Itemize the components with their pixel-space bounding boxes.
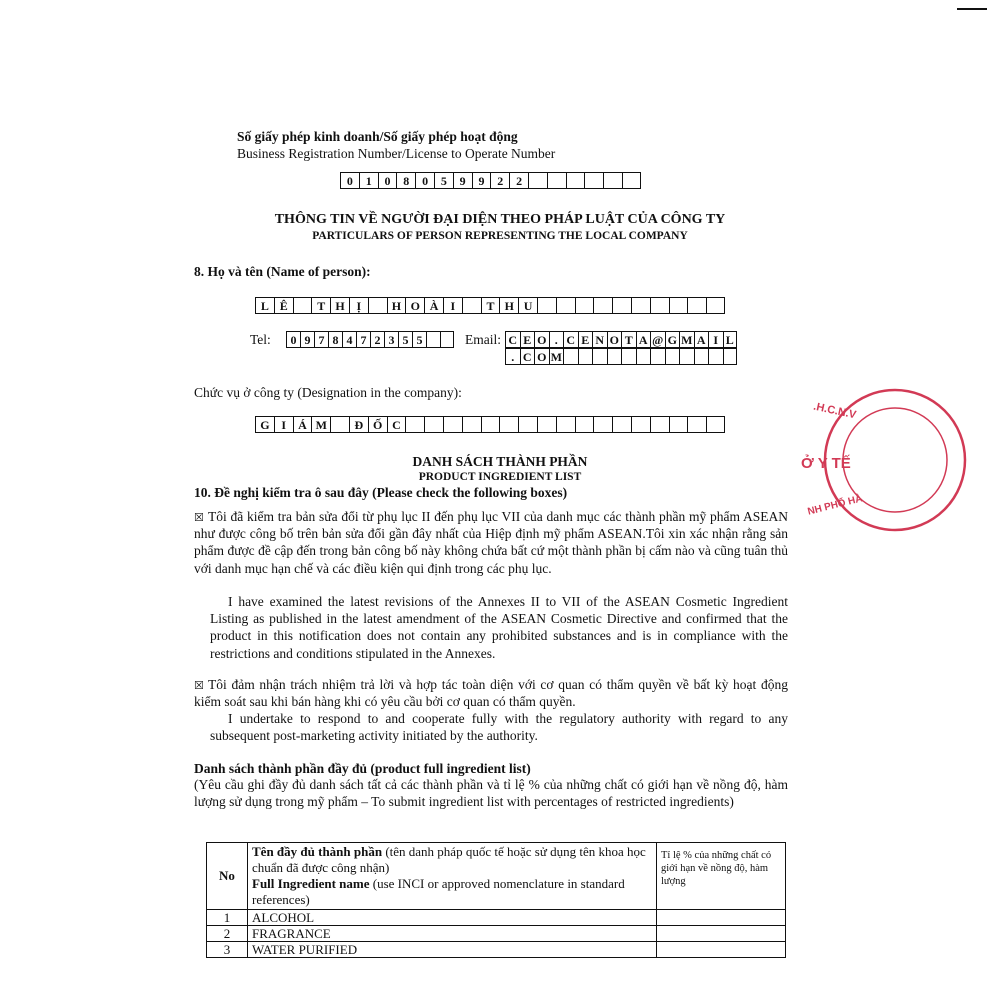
char-cell: À (424, 297, 443, 314)
email-boxes-row1 (505, 331, 737, 348)
declaration-1-en: I have examined the latest revisions of the Annexes II to VII of the ASEAN Cosmetic Ingredient Listing as published in the latest amendment of the ASEAN Cosmetic Directive and confirmed that the product in this notification does not contain any prohibited substances and is in compliance with the restrictions and conditions stipulated in the Annexes. (210, 594, 788, 661)
char-cell: L (723, 331, 738, 348)
char-cell (603, 172, 622, 189)
char-cell (631, 297, 650, 314)
char-cell: O (534, 331, 549, 348)
char-cell: I (708, 331, 723, 348)
char-cell: U (518, 297, 537, 314)
char-cell: O (405, 297, 424, 314)
char-cell: E (520, 331, 535, 348)
col-name-en-rest: (use INCI or approved nomenclature in standard references) (252, 876, 625, 907)
char-cell: . (549, 331, 564, 348)
row-name: ALCOHOL (248, 910, 657, 926)
char-cell (547, 172, 566, 189)
char-cell (368, 297, 387, 314)
char-cell: 9 (453, 172, 472, 189)
declaration-2-en: I undertake to respond to and cooperate fully with the regulatory authority with regard to any subsequent post-marketing activity initiated by the authority. (210, 711, 788, 744)
char-cell (607, 348, 622, 365)
char-cell: @ (650, 331, 665, 348)
char-cell (440, 331, 454, 348)
char-cell: 2 (490, 172, 509, 189)
char-cell (650, 416, 669, 433)
col-no-header: No (207, 843, 248, 910)
char-cell: H (387, 297, 406, 314)
char-cell (679, 348, 694, 365)
char-cell: 0 (340, 172, 359, 189)
row-pct (657, 926, 786, 942)
char-cell: Á (293, 416, 312, 433)
char-cell (593, 297, 612, 314)
stamp-line-2: Ở Y TẾ (801, 455, 851, 472)
char-cell (650, 297, 669, 314)
designation-label: Chức vụ ở công ty (Designation in the company): (194, 385, 462, 400)
char-cell (481, 416, 500, 433)
char-cell (612, 416, 631, 433)
row-name: FRAGRANCE (248, 926, 657, 942)
declaration-1-vi: Tôi đã kiểm tra bản sửa đổi từ phụ lục II đến phụ lục VII của danh mục các thành phần mỹ phẩm ASEAN như được công bố trên bản sửa đổi gần đây nhất của Hiệp định mỹ phẩm ASEAN.Tôi xin xác nhận rằng sản phẩm được đề cập đến trong bản công bố này không chứa bất cứ một thành phần bị cấm nào và cũng tuân thủ với danh mục hạn chế và các điều kiện qui định trong các phụ lục. (194, 509, 788, 576)
char-cell: I (443, 297, 462, 314)
char-cell: C (387, 416, 406, 433)
tel-label: Tel: (250, 332, 271, 347)
char-cell: 9 (300, 331, 314, 348)
char-cell: N (592, 331, 607, 348)
char-cell (687, 297, 706, 314)
char-cell: M (549, 348, 564, 365)
char-cell: 0 (286, 331, 300, 348)
char-cell: C (520, 348, 535, 365)
char-cell (665, 348, 680, 365)
char-cell (631, 416, 650, 433)
char-cell (405, 416, 424, 433)
char-cell: M (679, 331, 694, 348)
check-heading: 10. Đề nghị kiểm tra ô sau đây (Please check the following boxes) (194, 485, 568, 500)
char-cell: Ị (349, 297, 368, 314)
row-no: 1 (207, 910, 248, 926)
char-cell (584, 172, 603, 189)
page-corner-mark (957, 0, 987, 10)
char-cell (462, 416, 481, 433)
ingredient-title-vi: DANH SÁCH THÀNH PHẦN (412, 454, 588, 469)
char-cell (575, 297, 594, 314)
col-pct-header: Tỉ lệ % của những chất có giới hạn về nồng độ, hàm lượng (657, 843, 786, 910)
table-row (207, 910, 786, 926)
col-name-vi-rest: (tên danh pháp quốc tế hoặc sử dụng tên khoa học chuẩn đã được công nhận) (252, 844, 646, 875)
full-list-heading: Danh sách thành phần đầy đủ (product full ingredient list) (194, 761, 531, 776)
business-reg-label-vi: Số giấy phép kinh doanh/Số giấy phép hoạt động (237, 129, 518, 144)
char-cell (708, 348, 723, 365)
char-cell (592, 348, 607, 365)
checkbox-checked-icon-2[interactable]: ☒ (194, 679, 204, 692)
stamp-line-3: NH PHỐ HÀ (806, 493, 864, 518)
declaration-2-vi: Tôi đảm nhận trách nhiệm trả lời và hợp tác toàn diện với cơ quan có thẩm quyền về bất kỳ hoạt động kiểm soát sau khi bán hàng khi có yêu cầu bởi cơ quan có thẩm quyền. (194, 677, 788, 710)
char-cell (669, 297, 688, 314)
char-cell (706, 416, 725, 433)
char-cell: A (694, 331, 709, 348)
row-no: 2 (207, 926, 248, 942)
char-cell (566, 172, 585, 189)
col-name-header (248, 843, 657, 910)
char-cell: 8 (396, 172, 415, 189)
char-cell: 0 (378, 172, 397, 189)
char-cell: C (563, 331, 578, 348)
business-reg-number-boxes (340, 172, 641, 189)
char-cell (518, 416, 537, 433)
row-pct (657, 910, 786, 926)
char-cell: 5 (398, 331, 412, 348)
char-cell (575, 416, 594, 433)
char-cell: 2 (509, 172, 528, 189)
row-no: 3 (207, 942, 248, 958)
char-cell (330, 416, 349, 433)
char-cell: 0 (415, 172, 434, 189)
col-name-vi-bold: Tên đầy đủ thành phần (252, 844, 383, 859)
char-cell (669, 416, 688, 433)
char-cell (694, 348, 709, 365)
char-cell: 7 (356, 331, 370, 348)
ingredient-table (206, 842, 786, 958)
char-cell (650, 348, 665, 365)
char-cell (612, 297, 631, 314)
row-pct (657, 942, 786, 958)
char-cell (622, 172, 641, 189)
char-cell (563, 348, 578, 365)
tel-boxes (286, 331, 454, 348)
checkbox-checked-icon[interactable]: ☒ (194, 511, 204, 524)
char-cell (578, 348, 593, 365)
char-cell (687, 416, 706, 433)
row-name: WATER PURIFIED (248, 942, 657, 958)
representative-title-en: PARTICULARS OF PERSON REPRESENTING THE LOCAL COMPANY (312, 230, 688, 242)
char-cell (556, 416, 575, 433)
col-name-en-bold: Full Ingredient name (252, 876, 370, 891)
stamp-line-1: .H.C.N.V (812, 400, 858, 422)
email-label: Email: (465, 332, 501, 347)
char-cell: 2 (370, 331, 384, 348)
char-cell: H (330, 297, 349, 314)
char-cell: Đ (349, 416, 368, 433)
char-cell: . (505, 348, 520, 365)
name-boxes (255, 297, 725, 314)
email-boxes-row2 (505, 348, 737, 365)
table-header-row (207, 843, 786, 910)
char-cell: E (578, 331, 593, 348)
char-cell: 3 (384, 331, 398, 348)
char-cell (706, 297, 725, 314)
name-label: 8. Họ và tên (Name of person): (194, 264, 371, 279)
char-cell: 7 (314, 331, 328, 348)
char-cell: G (255, 416, 274, 433)
char-cell (499, 416, 518, 433)
char-cell: H (499, 297, 518, 314)
char-cell: T (311, 297, 330, 314)
char-cell (528, 172, 547, 189)
char-cell (426, 331, 440, 348)
table-row (207, 926, 786, 942)
representative-title-vi: THÔNG TIN VỀ NGƯỜI ĐẠI DIỆN THEO PHÁP LUẬT CỦA CÔNG TY (274, 212, 726, 227)
char-cell (636, 348, 651, 365)
char-cell: 5 (434, 172, 453, 189)
char-cell: 1 (359, 172, 378, 189)
char-cell (462, 297, 481, 314)
char-cell: T (481, 297, 500, 314)
char-cell: 9 (472, 172, 491, 189)
char-cell: 4 (342, 331, 356, 348)
char-cell: C (505, 331, 520, 348)
char-cell: O (534, 348, 549, 365)
char-cell (593, 416, 612, 433)
char-cell: 8 (328, 331, 342, 348)
full-list-note: (Yêu cầu ghi đầy đủ danh sách tất cả các thành phần và tỉ lệ % của những chất có giới hạn về nồng độ, hàm lượng sử dụng trong mỹ phẩm – To submit ingredient list with percentages of restricted ingredients) (194, 777, 788, 810)
char-cell: M (311, 416, 330, 433)
char-cell: O (607, 331, 622, 348)
designation-boxes (255, 416, 725, 433)
char-cell (723, 348, 738, 365)
char-cell (293, 297, 312, 314)
char-cell (537, 416, 556, 433)
char-cell: T (621, 331, 636, 348)
ingredient-title-en: PRODUCT INGREDIENT LIST (418, 471, 582, 483)
char-cell: G (665, 331, 680, 348)
char-cell (443, 416, 462, 433)
char-cell: Ê (274, 297, 293, 314)
char-cell: L (255, 297, 274, 314)
char-cell: A (636, 331, 651, 348)
char-cell (556, 297, 575, 314)
table-row (207, 942, 786, 958)
char-cell (621, 348, 636, 365)
char-cell (537, 297, 556, 314)
official-stamp (785, 385, 985, 535)
char-cell: Ố (368, 416, 387, 433)
business-reg-label-en: Business Registration Number/License to Operate Number (237, 146, 556, 161)
char-cell: 5 (412, 331, 426, 348)
char-cell (424, 416, 443, 433)
char-cell: I (274, 416, 293, 433)
